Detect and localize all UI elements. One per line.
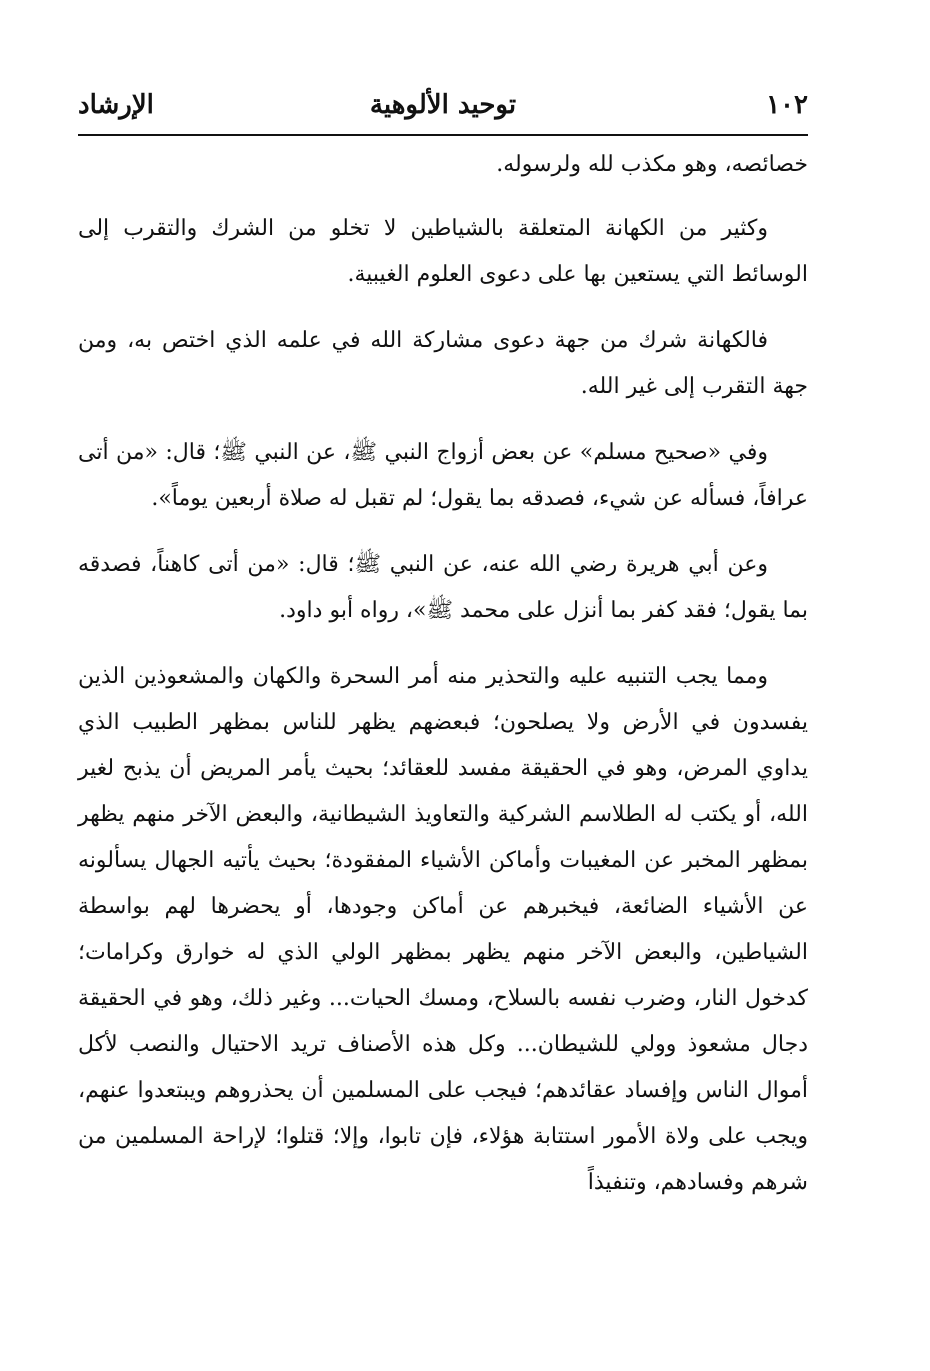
paragraph: فالكهانة شرك من جهة دعوى مشاركة الله في علمه الذي اختص به، ومن جهة التقرب إلى غير الله. — [78, 328, 808, 399]
book-title: الإرشاد — [78, 90, 154, 120]
paragraph: خصائصه، وهو مكذب لله ولرسوله. — [496, 152, 808, 177]
running-header — [78, 90, 808, 134]
chapter-title: توحيد الألوهية — [369, 90, 517, 120]
paragraph: وكثير من الكهانة المتعلقة بالشياطين لا تخلو من الشرك والتقرب إلى الوسائط التي يستعين بها على دعوى العلوم الغيبية. — [78, 216, 808, 287]
header-rule — [78, 134, 808, 136]
page-number: ١٠٢ — [766, 90, 808, 120]
paragraph: ومما يجب التنبيه عليه والتحذير منه أمر السحرة والكهان والمشعوذين الذين يفسدون في الأرض ولا يصلحون؛ فبعضهم يظهر للناس بمظهر الطبيب الذي يداوي المرض، وهو في الحقيقة مفسد للعقائد؛ بحيث يأمر المريض أن يذبح لغير الله، أو يكتب له الطلاسم الشركية والتعاويذ الشيطانية، والبعض الآخر منهم يظهر بمظهر المخبر عن المغيبات وأماكن الأشياء المفقودة؛ بحيث يأتيه الجهال يسألونه عن الأشياء الضائعة، فيخبرهم عن أماكن وجودها، أو يحضرها لهم بواسطة الشياطين، والبعض الآخر منهم يظهر بمظهر الولي الذي له خوارق وكرامات؛ كدخول النار، وضرب نفسه بالسلاح، ومسك الحيات... وغير ذلك، وهو في الحقيقة دجال مشعوذ وولي للشيطان... وكل هذه الأصناف تريد الاحتيال والنصب لأكل أموال الناس وإفساد عقائدهم؛ فيجب على المسلمين أن يحذروهم ويبتعدوا عنهم، ويجب على ولاة الأمور استتابة هؤلاء، فإن تابوا، وإلا؛ قتلوا؛ لإراحة المسلمين من شرهم وفسادهم، وتنفيذاً — [78, 664, 808, 1195]
paragraph: وعن أبي هريرة رضي الله عنه، عن النبي ﷺ؛ قال: «من أتى كاهناً، فصدقه بما يقول؛ فقد كفر بما أنزل على محمد ﷺ»، رواه أبو داود. — [78, 552, 808, 623]
document-page — [78, 90, 808, 1226]
body-text — [78, 142, 808, 1206]
paragraph: وفي «صحيح مسلم» عن بعض أزواج النبي ﷺ، عن النبي ﷺ؛ قال: «من أتى عرافاً، فسأله عن شيء، فصدقه بما يقول؛ لم تقبل له صلاة أربعين يوماً». — [78, 440, 808, 511]
